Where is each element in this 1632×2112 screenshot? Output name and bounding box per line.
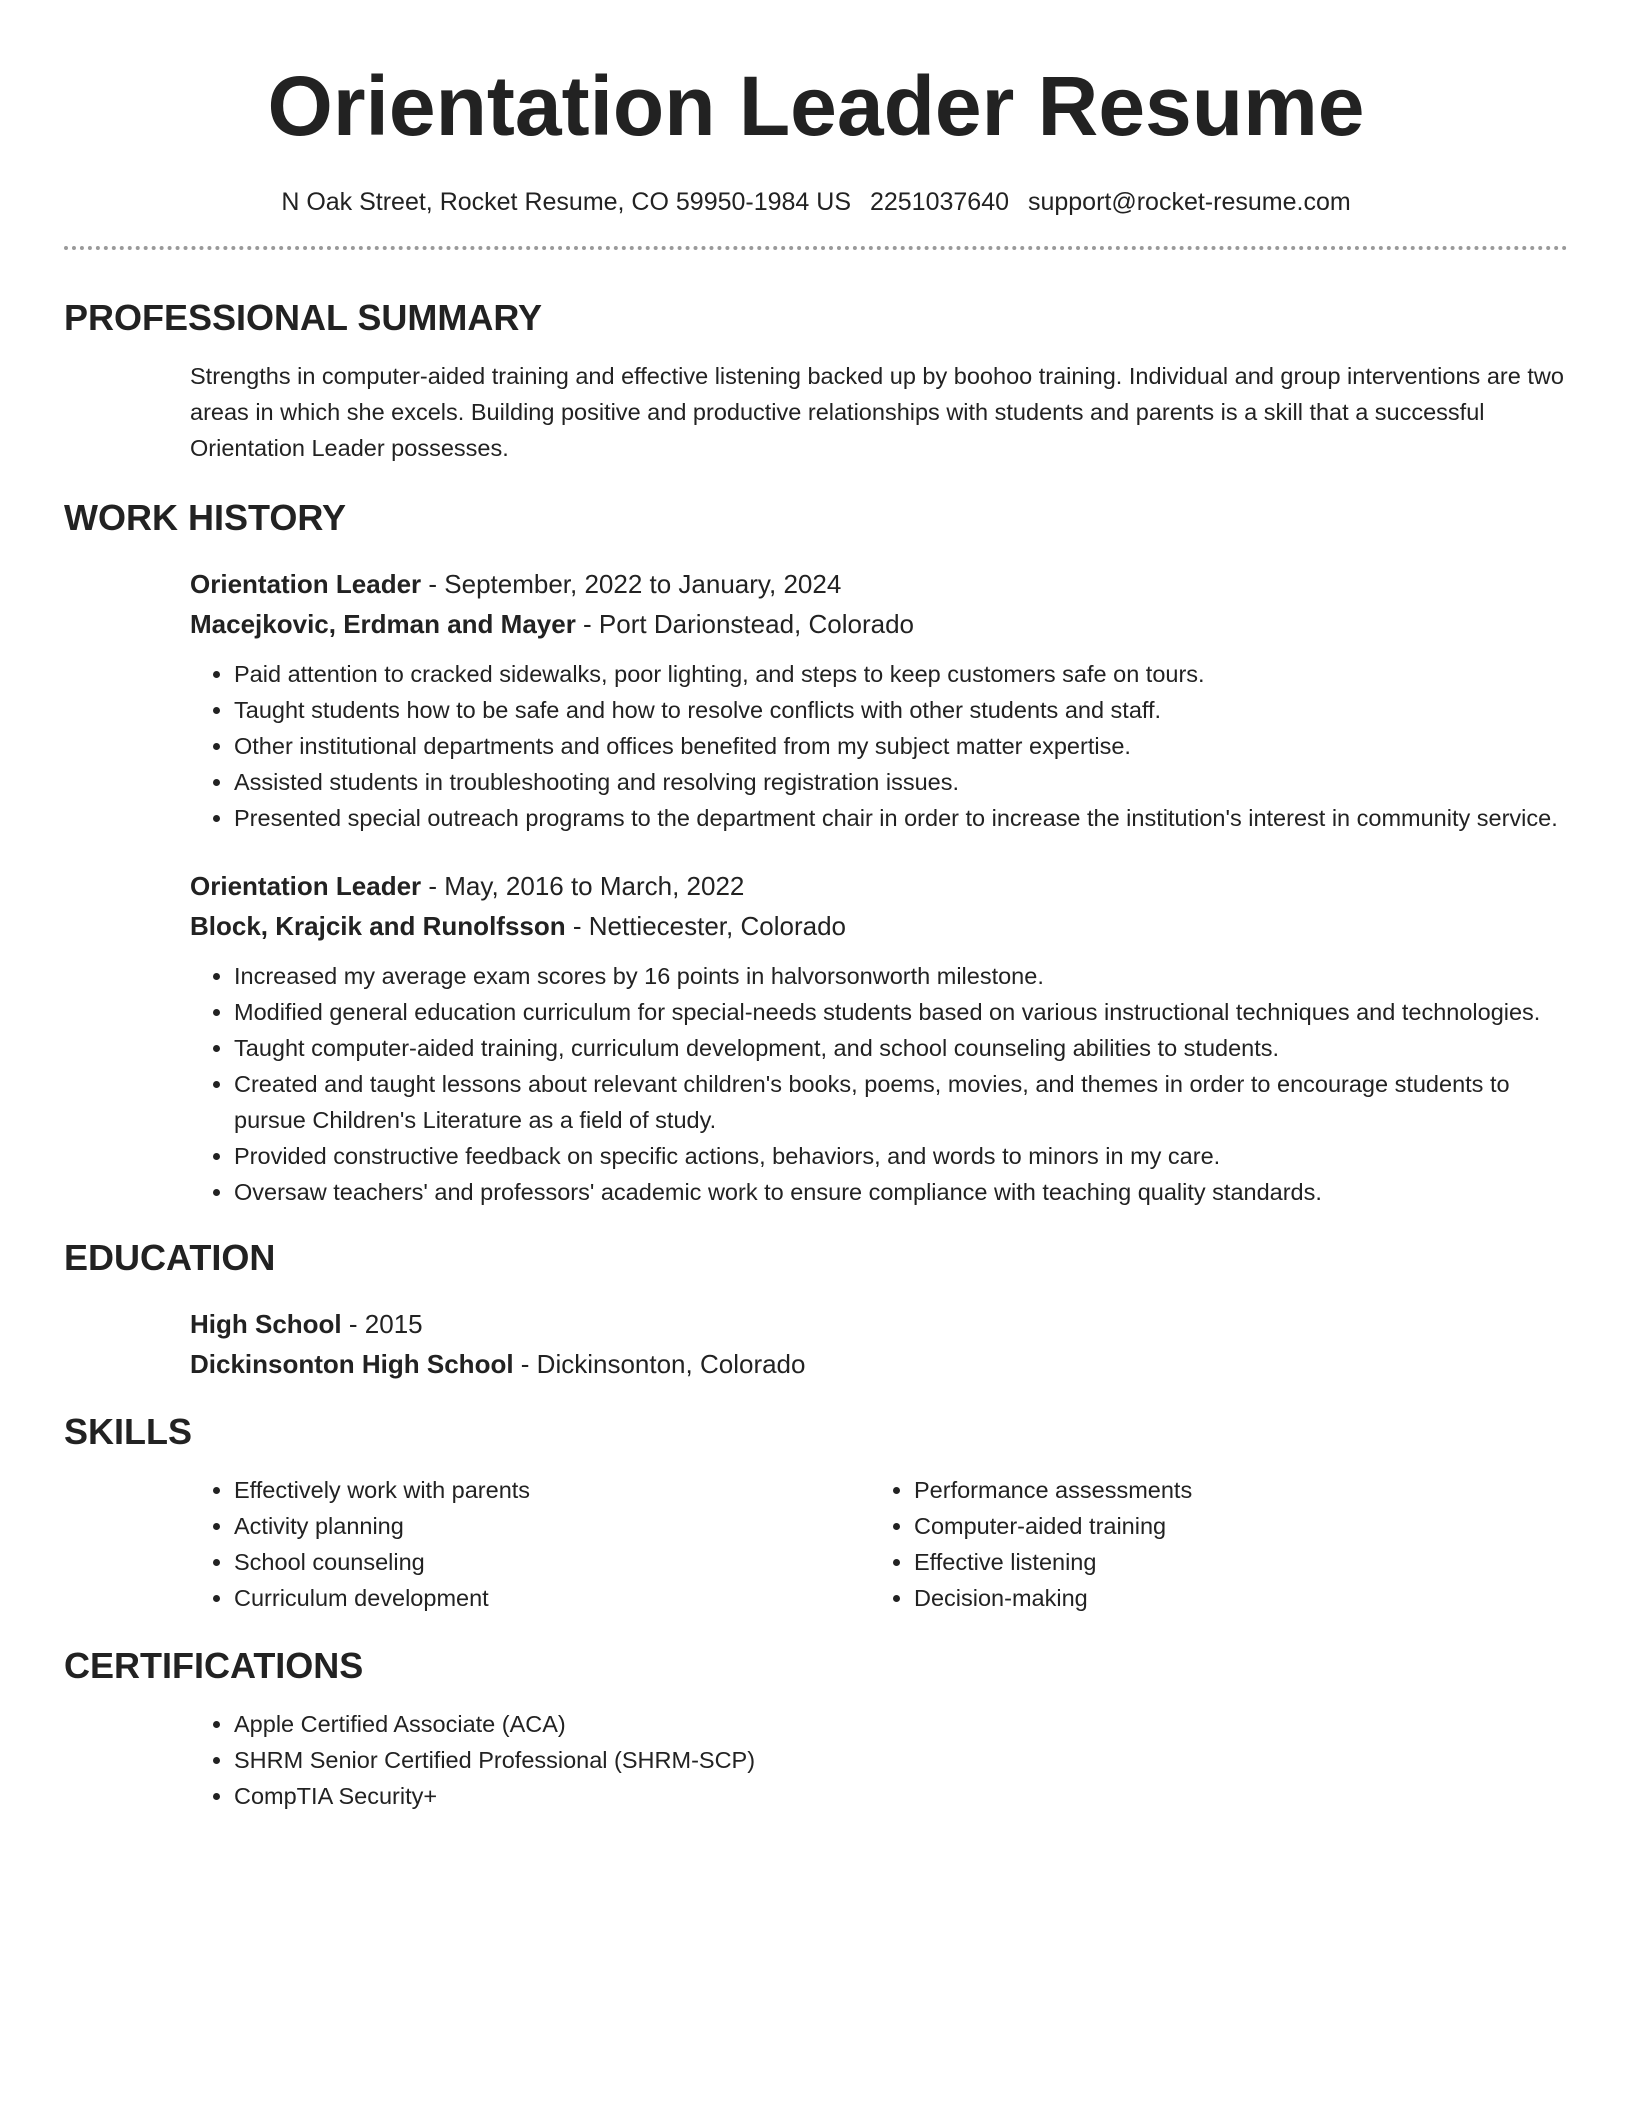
summary-text: Strengths in computer-aided training and effective listening backed up by boohoo training. Individual and group interventions are two areas in which she excels. Building positive and productive relationships with students and parents is a skill that a successful Orientation Leader possesses. bbox=[190, 363, 1564, 461]
job-location: - Nettiecester, Colorado bbox=[565, 911, 846, 941]
summary-body bbox=[190, 340, 1568, 466]
education-section bbox=[64, 1236, 1568, 1384]
list-item: • Computer-aided training bbox=[914, 1508, 1550, 1544]
certifications-section bbox=[64, 1644, 1568, 1814]
list-item: • Performance assessments bbox=[914, 1472, 1550, 1508]
education-heading: EDUCATION bbox=[64, 1237, 276, 1278]
job-dates: - May, 2016 to March, 2022 bbox=[421, 871, 745, 901]
certifications-list bbox=[190, 1706, 1568, 1814]
list-item: • Other institutional departments and offices benefited from my subject matter expertise. bbox=[234, 728, 1568, 764]
skills-list-left bbox=[190, 1472, 870, 1616]
contact-address: N Oak Street, Rocket Resume, CO 59950-1984 US bbox=[281, 188, 852, 216]
education-entry bbox=[190, 1304, 1568, 1384]
job-bullets bbox=[190, 656, 1568, 836]
skills-columns bbox=[190, 1472, 1568, 1616]
job-title: Orientation Leader bbox=[190, 871, 422, 901]
list-item: • Increased my average exam scores by 16 points in halvorsonworth milestone. bbox=[234, 958, 1568, 994]
education-year: - 2015 bbox=[341, 1309, 423, 1339]
education-degree-line bbox=[190, 1304, 1568, 1344]
contact-phone: 2251037640 bbox=[869, 188, 1010, 216]
job-title-line bbox=[190, 564, 1568, 604]
job-company-line bbox=[190, 906, 1568, 946]
skills-heading: SKILLS bbox=[64, 1411, 193, 1452]
job-company-line bbox=[190, 604, 1568, 644]
contact-line bbox=[64, 186, 1568, 218]
list-item: • Assisted students in troubleshooting and resolving registration issues. bbox=[234, 764, 1568, 800]
list-item: • Provided constructive feedback on specific actions, behaviors, and words to minors in my care. bbox=[234, 1138, 1568, 1174]
job-title: Orientation Leader bbox=[190, 569, 422, 599]
skills-list-right bbox=[870, 1472, 1550, 1616]
list-item: • Created and taught lessons about relevant children's books, poems, movies, and themes in order to encourage students to pursue Children's Literature as a field of study. bbox=[234, 1066, 1568, 1138]
job-bullets bbox=[190, 958, 1568, 1210]
job-company: Macejkovic, Erdman and Mayer bbox=[190, 609, 576, 639]
list-item: • Curriculum development bbox=[234, 1580, 870, 1616]
job-location: - Port Darionstead, Colorado bbox=[575, 609, 914, 639]
resume-header bbox=[64, 0, 1568, 218]
education-degree: High School bbox=[190, 1309, 342, 1339]
list-item: • Oversaw teachers' and professors' academic work to ensure compliance with teaching quality standards. bbox=[234, 1174, 1568, 1210]
education-location: - Dickinsonton, Colorado bbox=[513, 1349, 806, 1379]
certifications-body bbox=[190, 1706, 1568, 1814]
education-school: Dickinsonton High School bbox=[190, 1349, 514, 1379]
list-item: • Decision-making bbox=[914, 1580, 1550, 1616]
skills-column-left bbox=[190, 1472, 870, 1616]
job-entry bbox=[190, 866, 1568, 1210]
header-divider bbox=[64, 246, 1568, 250]
list-item: • Apple Certified Associate (ACA) bbox=[234, 1706, 1568, 1742]
summary-heading: PROFESSIONAL SUMMARY bbox=[64, 297, 543, 338]
list-item: • CompTIA Security+ bbox=[234, 1778, 1568, 1814]
list-item: • Effectively work with parents bbox=[234, 1472, 870, 1508]
job-dates: - September, 2022 to January, 2024 bbox=[421, 569, 842, 599]
work-section bbox=[64, 496, 1568, 1210]
list-item: • SHRM Senior Certified Professional (SHRM-SCP) bbox=[234, 1742, 1568, 1778]
list-item: • Modified general education curriculum for special-needs students based on various instructional techniques and technologies. bbox=[234, 994, 1568, 1030]
contact-email: support@rocket-resume.com bbox=[1027, 188, 1351, 216]
list-item: • Presented special outreach programs to the department chair in order to increase the institution's interest in community service. bbox=[234, 800, 1568, 836]
skills-column-right bbox=[870, 1472, 1550, 1616]
job-title-line bbox=[190, 866, 1568, 906]
list-item: • School counseling bbox=[234, 1544, 870, 1580]
list-item: • Effective listening bbox=[914, 1544, 1550, 1580]
certifications-heading: CERTIFICATIONS bbox=[64, 1645, 364, 1686]
list-item: • Activity planning bbox=[234, 1508, 870, 1544]
education-school-line bbox=[190, 1344, 1568, 1384]
list-item: • Taught computer-aided training, curriculum development, and school counseling abilities to students. bbox=[234, 1030, 1568, 1066]
resume-title: Orientation Leader Resume bbox=[267, 59, 1365, 153]
list-item: • Paid attention to cracked sidewalks, poor lighting, and steps to keep customers safe on tours. bbox=[234, 656, 1568, 692]
work-heading: WORK HISTORY bbox=[64, 497, 347, 538]
summary-section bbox=[64, 296, 1568, 466]
job-company: Block, Krajcik and Runolfsson bbox=[190, 911, 566, 941]
skills-section bbox=[64, 1410, 1568, 1616]
list-item: • Taught students how to be safe and how to resolve conflicts with other students and staff. bbox=[234, 692, 1568, 728]
job-entry bbox=[190, 564, 1568, 836]
